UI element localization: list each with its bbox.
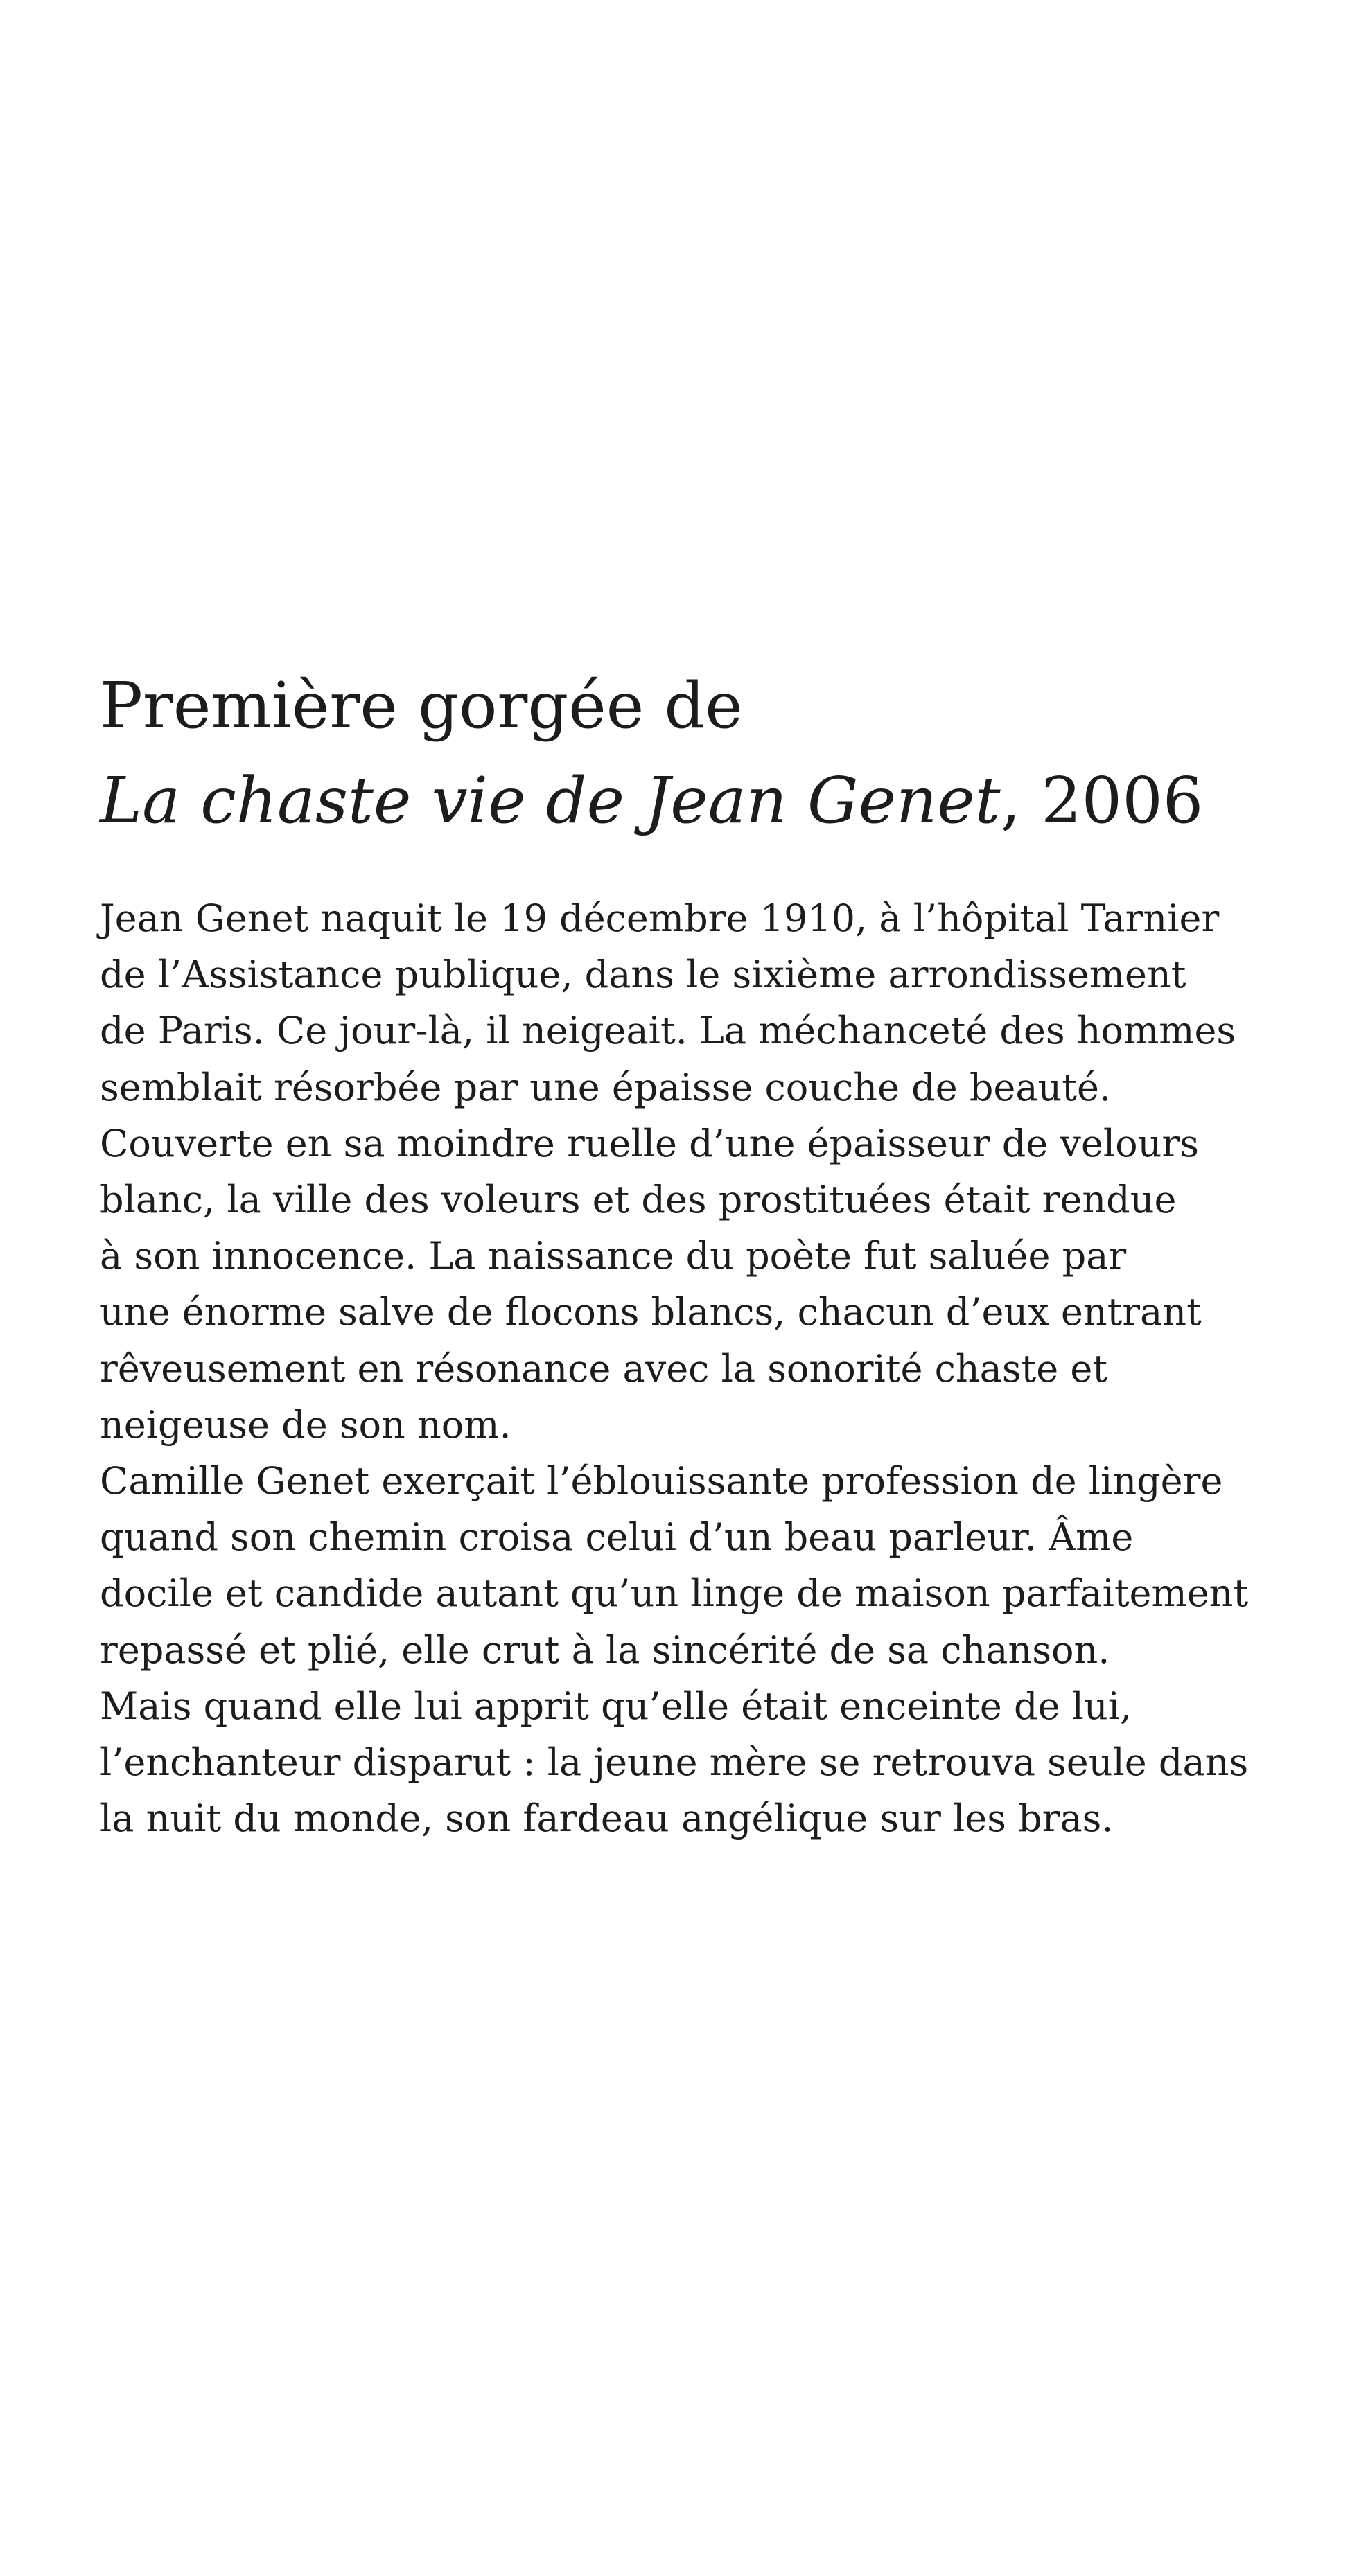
text-line: neigeuse de son nom. — [100, 1402, 511, 1447]
text-line: Couverte en sa moindre ruelle d’une épaisseur de velours — [100, 1121, 1199, 1165]
text-line: de l’Assistance publique, dans le sixième arrondissement — [100, 953, 1186, 997]
text-line: l’enchanteur disparut : la jeune mère se retrouva seule dans — [100, 1740, 1249, 1785]
title-line-1: Première gorgée de — [100, 669, 743, 743]
book-title: La chaste vie de Jean Genet — [100, 764, 1001, 838]
title-line-2 — [100, 753, 1203, 848]
body-paragraph — [100, 890, 1320, 1846]
text-line: semblait résorbée par une épaisse couche de beauté. — [100, 1065, 1112, 1109]
text-line: repassé et plié, elle crut à la sincérité de sa chanson. — [100, 1627, 1110, 1672]
text-line: de Paris. Ce jour-là, il neigeait. La méchanceté des hommes — [100, 1009, 1236, 1053]
text-line: une énorme salve de flocons blancs, chacun d’eux entrant — [100, 1290, 1202, 1334]
text-line: rêveusement en résonance avec la sonorité chaste et — [100, 1346, 1108, 1391]
text-line: Mais quand elle lui apprit qu’elle était enceinte de lui, — [100, 1684, 1132, 1728]
text-line: à son innocence. La naissance du poète fut saluée par — [100, 1234, 1127, 1278]
text-line: Camille Genet exerçait l’éblouissante profession de lingère — [100, 1459, 1223, 1503]
text-line: Jean Genet naquit le 19 décembre 1910, à l’hôpital Tarnier — [100, 897, 1220, 940]
text-line: docile et candide autant qu’un linge de maison parfaitement — [100, 1571, 1249, 1616]
page-title — [100, 658, 1203, 848]
text-line: quand son chemin croisa celui d’un beau parleur. Âme — [100, 1515, 1134, 1560]
title-year: , 2006 — [1000, 764, 1204, 838]
text-line: la nuit du monde, son fardeau angélique sur les bras. — [100, 1797, 1114, 1841]
text-line: blanc, la ville des voleurs et des prostituées était rendue — [100, 1178, 1177, 1222]
